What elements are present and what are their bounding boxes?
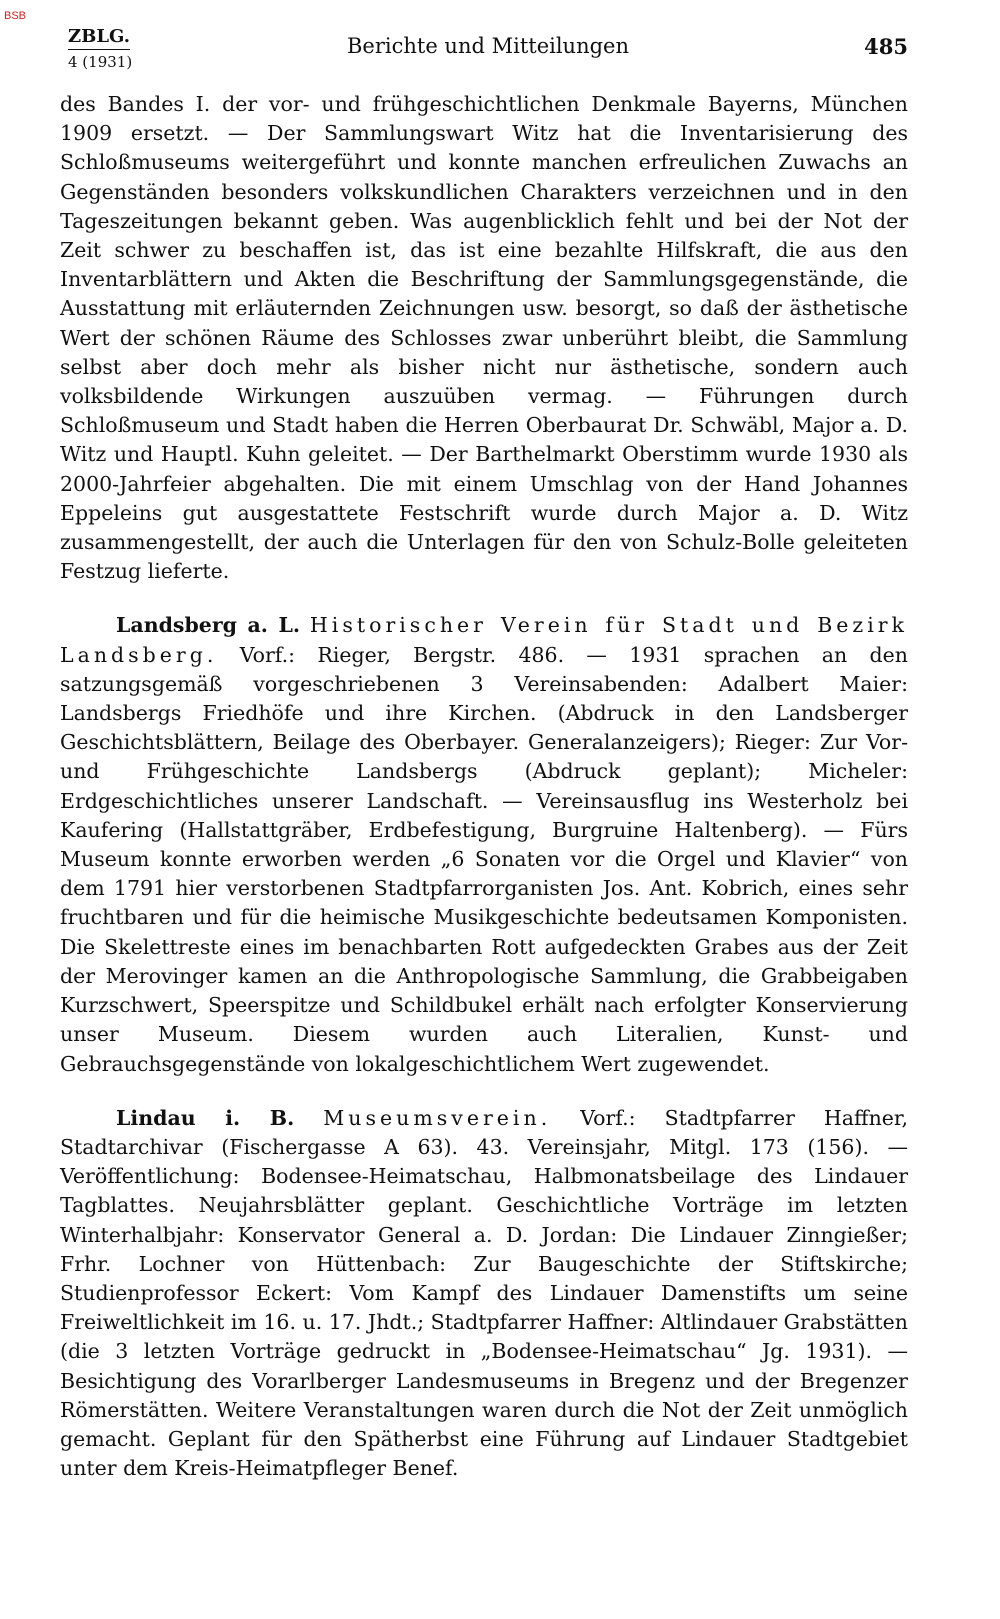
journal-issue: 4 (1931): [68, 53, 133, 71]
running-title: Berichte und Mitteilungen: [346, 34, 629, 58]
library-watermark: BSB: [4, 10, 27, 22]
page-body: [60, 90, 908, 1483]
lindau-report-text: Vorf.: Stadtpfarrer Haffner, Stadtarchivar (Fischergasse A 63). 43. Vereinsjahr, Mitgl. 173 (156). — Veröffentlichung: Bodensee-Heimatschau, Halbmonatsbeilage des Lindauer Tagblattes. Neujahrsblätter geplant. Geschichtliche Vorträge im letzten Winterhalbjahr: Konservator General a. D. Jordan: Die Lindauer Zinngießer; Frhr. Lochner von Hüttenbach: Zur Baugeschichte der Stiftskirche; Studienprofessor Eckert: Vom Kampf des Lindauer Damenstifts um seine Freiweltlichkeit im 16. u. 17. Jhdt.; Stadtpfarrer Haffner: Altlindauer Grabstätten (die 3 letzten Vorträge gedruckt in „Bodensee-Heimatschau“ Jg. 1931). — Besichtigung des Vorarlberger Landesmuseums in Bregenz und der Bregenzer Römerstätten. Weitere Veranstaltungen waren durch die Not der Zeit unmöglich gemacht. Geplant für den Spätherbst eine Führung auf Lindauer Stadtgebiet unter dem Kreis-Heimatpfleger Benef.: [60, 1105, 908, 1481]
landsberg-report-text: Vorf.: Rieger, Bergstr. 486. — 1931 sprachen an den satzungsgemäß vorgeschriebenen 3 Vereinsabenden: Adalbert Maier: Landsbergs Friedhöfe und ihre Kirchen. (Abdruck in den Landsberger Geschichtsblättern, Beilage des Oberbayer. Generalanzeigers); Rieger: Zur Vor- und Frühgeschichte Landsbergs (Abdruck geplant); Micheler: Erdgeschichtliches unserer Landschaft. — Vereinsausflug ins Westerholz bei Kaufering (Hallstattgräber, Erdbefestigung, Burgruine Haltenberg). — Fürs Museum konnte erworben werden „6 Sonaten vor die Orgel und Klavier“ von dem 1791 hier verstorbenen Stadtpfarrorganisten Jos. Ant. Kobrich, eines sehr fruchtbaren und für die heimische Musikgeschichte bedeutsamen Komponisten. Die Skelettreste eines im benachbarten Rott aufgedeckten Grabes aus der Zeit der Merovinger kamen an die Anthropologische Sammlung, die Grabbeigaben Kurzschwert, Speerspitze und Schildbukel erhält nach erfolgter Konservierung unser Museum. Diesem wurden auch Literalien, Kunst- und Gebrauchsgegenstände von lokalgeschichtlichem Wert zugewendet.: [60, 642, 908, 1076]
lindau-place-name: Lindau i. B.: [116, 1105, 295, 1130]
page-number: 485: [864, 34, 908, 59]
lindau-entry: [60, 1104, 908, 1484]
lindau-society-name: Museumsverein.: [323, 1105, 552, 1130]
paragraph-gap: [60, 1079, 908, 1104]
continuation-paragraph: des Bandes I. der vor- und frühgeschichtlichen Denkmale Bayerns, München 1909 ersetzt. — Der Sammlungswart Witz hat die Inventarisierung des Schloßmuseums weitergeführt und konnte manchen erfreulichen Zuwachs an Gegenständen besonders volkskundlichen Charakters verzeichnen und in den Tageszeitungen bekannt geben. Was augenblicklich fehlt und bei der Not der Zeit schwer zu beschaffen ist, das ist eine bezahlte Hilfskraft, die aus den Inventarblättern und Akten die Beschriftung der Sammlungsgegenstände, die Ausstattung mit erläuternden Zeichnungen usw. besorgt, so daß der ästhetische Wert der schönen Räume des Schlosses zwar unberührt bleibt, die Sammlung selbst aber doch mehr als bisher nicht nur ästhetische, sondern auch volksbildende Wirkungen auszuüben vermag. — Führungen durch Schloßmuseum und Stadt haben die Herren Oberbaurat Dr. Schwäbl, Major a. D. Witz und Hauptl. Kuhn geleitet. — Der Barthelmarkt Oberstimm wurde 1930 als 2000-Jahrfeier abgehalten. Die mit einem Umschlag von der Hand Johannes Eppeleins gut ausgestattete Festschrift wurde durch Major a. D. Witz zusammengestellt, der auch die Unterlagen für den von Schulz-Bolle geleiteten Festzug lieferte.: [60, 92, 908, 584]
landsberg-place-name: Landsberg a. L.: [116, 613, 301, 638]
landsberg-entry: [60, 611, 908, 1078]
paragraph-gap: [60, 586, 908, 611]
landsberg-society-name: Historischer Verein für Stadt und Bezirk Landsberg.: [60, 613, 908, 667]
journal-abbreviation: ZBLG.: [68, 26, 131, 47]
page-header: [68, 26, 908, 76]
